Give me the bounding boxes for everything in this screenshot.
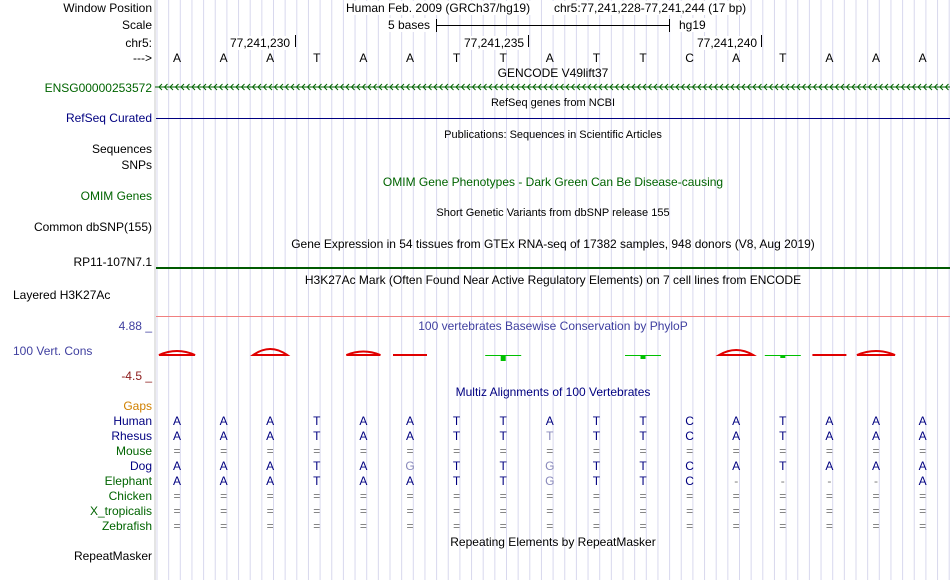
- alignment-base: A: [732, 459, 741, 473]
- alignment-base: C: [685, 429, 694, 443]
- refseq-gene-line[interactable]: [156, 118, 950, 119]
- alignment-base: T: [592, 474, 601, 488]
- alignment-base: =: [592, 504, 600, 518]
- alignment-base: =: [779, 504, 787, 518]
- alignment-base: G: [545, 474, 555, 488]
- alignment-base: =: [639, 444, 647, 458]
- alignment-base: A: [172, 414, 181, 428]
- alignment-base: =: [173, 444, 181, 458]
- alignment-base: =: [499, 489, 507, 503]
- alignment-base: T: [779, 429, 787, 443]
- alignment-base: T: [499, 474, 507, 488]
- alignment-base: =: [825, 444, 833, 458]
- sequence-base: T: [779, 51, 787, 65]
- alignment-base: =: [220, 489, 228, 503]
- alignment-base: =: [499, 444, 507, 458]
- position-text[interactable]: chr5:77,241,228-77,241,244 (17 bp): [554, 1, 747, 15]
- alignment-base: A: [405, 474, 414, 488]
- window-position-label: Window Position: [63, 1, 152, 15]
- alignment-base: C: [685, 459, 694, 473]
- alignment-base: =: [546, 489, 554, 503]
- alignment-base: T: [452, 459, 461, 473]
- alignment-base: =: [453, 444, 461, 458]
- alignment-base: =: [919, 519, 927, 533]
- alignment-base: =: [872, 519, 880, 533]
- sequence-base: T: [452, 51, 461, 65]
- alignment-base: =: [872, 444, 880, 458]
- omim-track-label[interactable]: OMIM Genes: [80, 189, 152, 203]
- alignment-base: =: [173, 489, 181, 503]
- alignment-base: =: [639, 519, 647, 533]
- alignment-base: A: [918, 429, 927, 443]
- species-label[interactable]: Rhesus: [111, 429, 152, 443]
- alignment-base: =: [825, 504, 833, 518]
- species-label[interactable]: Mouse: [115, 444, 152, 458]
- alignment-base: =: [220, 519, 228, 533]
- sequence-base: A: [918, 51, 927, 65]
- refseq-track-label[interactable]: RefSeq Curated: [65, 111, 152, 125]
- scale-bar-left-tick: [436, 19, 437, 32]
- alignment-base: A: [266, 474, 275, 488]
- assembly-text[interactable]: Human Feb. 2009 (GRCh37/hg19): [346, 1, 531, 15]
- alignment-base: =: [872, 489, 880, 503]
- alignment-base: A: [359, 474, 368, 488]
- scale-db: hg19: [679, 18, 706, 32]
- alignment-base: A: [918, 414, 927, 428]
- alignment-base: =: [779, 444, 787, 458]
- alignment-base: =: [686, 444, 694, 458]
- alignment-base: =: [919, 489, 927, 503]
- sequence-base: C: [685, 51, 694, 65]
- phylop-accelerated-bar-baseline: [485, 355, 521, 356]
- alignment-base: =: [313, 519, 321, 533]
- sequence-base: A: [732, 51, 741, 65]
- phylop-accelerated-bar-baseline: [765, 355, 801, 356]
- alignment-base: A: [871, 429, 880, 443]
- scale-bar: [436, 25, 669, 26]
- alignment-base: A: [918, 459, 927, 473]
- alignment-base: =: [406, 519, 414, 533]
- h3k27ac-baseline: [156, 316, 950, 317]
- phylop-accelerated-bar-baseline: [625, 355, 661, 356]
- gencode-item-label[interactable]: ENSG00000253572: [44, 81, 152, 95]
- alignment-base: A: [405, 414, 414, 428]
- alignment-base: T: [592, 459, 601, 473]
- phylop-conserved-peak: [159, 351, 195, 355]
- alignment-base: =: [872, 504, 880, 518]
- alignment-base: =: [173, 504, 181, 518]
- alignment-base: T: [452, 429, 461, 443]
- alignment-base: A: [219, 414, 228, 428]
- alignment-base: G: [405, 459, 415, 473]
- alignment-base: =: [453, 489, 461, 503]
- gtex-track-title[interactable]: Gene Expression in 54 tissues from GTEx RNA-seq of 17382 samples, 948 donors (V8, Aug 2019): [291, 237, 815, 251]
- alignment-base: =: [453, 519, 461, 533]
- coord-tick-label: 77,241,230: [230, 36, 291, 50]
- coord-tick: [761, 35, 762, 47]
- sequence-base: A: [405, 51, 414, 65]
- sequence-base: A: [359, 51, 368, 65]
- sequence-base: A: [545, 51, 554, 65]
- phylop-min-label: -4.5 _: [121, 369, 152, 383]
- species-label[interactable]: Human: [113, 414, 152, 428]
- alignment-base: =: [686, 519, 694, 533]
- alignment-base: =: [919, 444, 927, 458]
- alignment-base: =: [825, 519, 833, 533]
- alignment-base: A: [732, 429, 741, 443]
- alignment-base: A: [825, 459, 834, 473]
- alignment-base: =: [453, 504, 461, 518]
- alignment-base: -: [874, 474, 878, 488]
- alignment-base: =: [406, 444, 414, 458]
- alignment-base: =: [825, 489, 833, 503]
- sequence-base: A: [172, 51, 181, 65]
- species-label[interactable]: Chicken: [108, 489, 152, 503]
- alignment-base: =: [406, 504, 414, 518]
- alignment-base: T: [452, 474, 461, 488]
- alignment-base: =: [546, 519, 554, 533]
- alignment-base: G: [545, 459, 555, 473]
- alignment-base: =: [359, 504, 367, 518]
- coord-tick-label: 77,241,235: [464, 36, 525, 50]
- alignment-base: =: [266, 504, 274, 518]
- alignment-base: T: [639, 414, 647, 428]
- alignment-base: =: [173, 519, 181, 533]
- phylop-conserved-peak: [253, 349, 287, 355]
- chrom-label: chr5:: [125, 36, 152, 50]
- alignment-base: C: [685, 474, 694, 488]
- omim-track-title[interactable]: OMIM Gene Phenotypes - Dark Green Can Be Disease-causing: [382, 175, 724, 189]
- alignment-base: =: [220, 504, 228, 518]
- alignment-base: A: [918, 474, 927, 488]
- publications-track-label[interactable]: Sequences: [91, 142, 152, 156]
- sequence-base: T: [499, 51, 507, 65]
- alignment-base: A: [266, 429, 275, 443]
- scale-text: 5 bases: [388, 18, 431, 32]
- phylop-conserved-peak: [857, 351, 895, 355]
- phylop-max-label: 4.88 _: [118, 319, 152, 333]
- alignment-base: =: [546, 444, 554, 458]
- alignment-base: =: [592, 444, 600, 458]
- alignment-base: A: [359, 459, 368, 473]
- alignment-base: =: [592, 489, 600, 503]
- alignment-base: A: [219, 459, 228, 473]
- coord-tick: [295, 35, 296, 47]
- gencode-gene-feature[interactable]: [155, 80, 950, 94]
- alignment-base: T: [639, 459, 647, 473]
- alignment-base: =: [313, 504, 321, 518]
- refseq-track-title[interactable]: RefSeq genes from NCBI: [490, 97, 616, 109]
- phylop-track-title[interactable]: 100 vertebrates Basewise Conservation by PhyloP: [418, 319, 688, 333]
- alignment-base: A: [359, 414, 368, 428]
- sequence-base: A: [219, 51, 228, 65]
- species-label[interactable]: Elephant: [104, 474, 152, 488]
- sequence-base: T: [639, 51, 647, 65]
- alignment-base: =: [686, 504, 694, 518]
- sequence-base: T: [313, 51, 321, 65]
- species-label[interactable]: Dog: [129, 459, 152, 473]
- alignment-base: T: [779, 459, 787, 473]
- sequence-base: A: [871, 51, 880, 65]
- alignment-base: A: [172, 429, 181, 443]
- alignment-base: A: [825, 414, 834, 428]
- alignment-base: A: [172, 474, 181, 488]
- alignment-base: A: [871, 459, 880, 473]
- alignment-base: A: [266, 459, 275, 473]
- gaps-label: Gaps: [123, 399, 152, 413]
- alignment-base: =: [359, 489, 367, 503]
- alignment-base: =: [406, 489, 414, 503]
- alignment-base: =: [546, 504, 554, 518]
- phylop-low-score: [393, 354, 427, 356]
- alignment-base: T: [639, 474, 647, 488]
- gtex-item-label[interactable]: RP11-107N7.1: [73, 255, 152, 269]
- alignment-base: T: [592, 414, 601, 428]
- sequence-base: A: [825, 51, 834, 65]
- phylop-conserved-peak: [719, 350, 753, 355]
- alignment-base: =: [266, 444, 274, 458]
- alignment-base: T: [592, 429, 601, 443]
- alignment-base: =: [499, 519, 507, 533]
- alignment-base: =: [313, 489, 321, 503]
- alignment-base: =: [359, 444, 367, 458]
- alignment-base: =: [732, 489, 740, 503]
- multiz-track-title[interactable]: Multiz Alignments of 100 Vertebrates: [455, 385, 651, 399]
- alignment-base: A: [545, 414, 554, 428]
- alignment-base: A: [266, 414, 275, 428]
- alignment-base: T: [313, 459, 321, 473]
- scale-bar-right-tick: [669, 19, 670, 32]
- alignment-base: T: [452, 414, 461, 428]
- alignment-base: C: [685, 414, 694, 428]
- alignment-base: =: [919, 504, 927, 518]
- dbsnp-track-title[interactable]: Short Genetic Variants from dbSNP release 155: [436, 207, 670, 219]
- alignment-base: A: [405, 429, 414, 443]
- alignment-base: A: [732, 414, 741, 428]
- gtex-gene-bar[interactable]: [156, 267, 950, 269]
- alignment-base: A: [172, 459, 181, 473]
- alignment-base: =: [313, 444, 321, 458]
- alignment-base: A: [359, 429, 368, 443]
- alignment-base: =: [266, 489, 274, 503]
- alignment-base: T: [546, 429, 554, 443]
- alignment-base: =: [639, 489, 647, 503]
- alignment-base: =: [499, 504, 507, 518]
- scale-label: Scale: [121, 18, 152, 32]
- publications-track-label-2[interactable]: SNPs: [121, 158, 152, 172]
- alignment-base: T: [499, 459, 507, 473]
- alignment-base: =: [592, 519, 600, 533]
- repeatmasker-track-title[interactable]: Repeating Elements by RepeatMasker: [450, 535, 656, 549]
- alignment-base: =: [732, 519, 740, 533]
- alignment-base: =: [220, 444, 228, 458]
- repeatmasker-track-label[interactable]: RepeatMasker: [73, 549, 152, 563]
- alignment-base: A: [219, 429, 228, 443]
- strand-label: --->: [133, 51, 152, 65]
- alignment-base: =: [779, 489, 787, 503]
- alignment-base: =: [732, 444, 740, 458]
- coord-tick: [528, 35, 529, 47]
- alignment-base: =: [779, 519, 787, 533]
- alignment-base: =: [686, 489, 694, 503]
- h3k27ac-track-title[interactable]: H3K27Ac Mark (Often Found Near Active Regulatory Elements) on 7 cell lines from ENCODE: [304, 273, 802, 287]
- alignment-base: T: [313, 414, 321, 428]
- alignment-base: =: [359, 519, 367, 533]
- alignment-base: =: [266, 519, 274, 533]
- alignment-base: -: [780, 474, 785, 488]
- publications-track-title[interactable]: Publications: Sequences in Scientific Articles: [444, 129, 662, 141]
- alignment-base: T: [313, 429, 321, 443]
- alignment-base: A: [825, 429, 834, 443]
- alignment-base: A: [871, 414, 880, 428]
- coord-tick-label: 77,241,240: [697, 36, 758, 50]
- phylop-conserved-peak: [346, 352, 380, 356]
- sequence-base: A: [266, 51, 275, 65]
- species-label[interactable]: Zebrafish: [101, 519, 152, 533]
- sequence-base: T: [592, 51, 601, 65]
- phylop-plot[interactable]: [0, 340, 950, 365]
- h3k27ac-track-label[interactable]: Layered H3K27Ac: [13, 288, 111, 302]
- alignment-base: -: [827, 474, 832, 488]
- species-label[interactable]: X_tropicalis: [89, 504, 152, 518]
- dbsnp-track-label[interactable]: Common dbSNP(155): [33, 220, 152, 234]
- alignment-base: T: [639, 429, 647, 443]
- alignment-base: =: [639, 504, 647, 518]
- alignment-base: A: [219, 474, 228, 488]
- alignment-base: T: [313, 474, 321, 488]
- alignment-base: T: [499, 414, 507, 428]
- gencode-track-title[interactable]: GENCODE V49lift37: [497, 66, 609, 80]
- phylop-low-score: [812, 354, 846, 356]
- alignment-base: T: [779, 414, 787, 428]
- alignment-base: T: [499, 429, 507, 443]
- alignment-base: -: [734, 474, 739, 488]
- alignment-base: =: [732, 504, 740, 518]
- phylop-track-label[interactable]: 100 Vert. Cons: [13, 344, 93, 358]
